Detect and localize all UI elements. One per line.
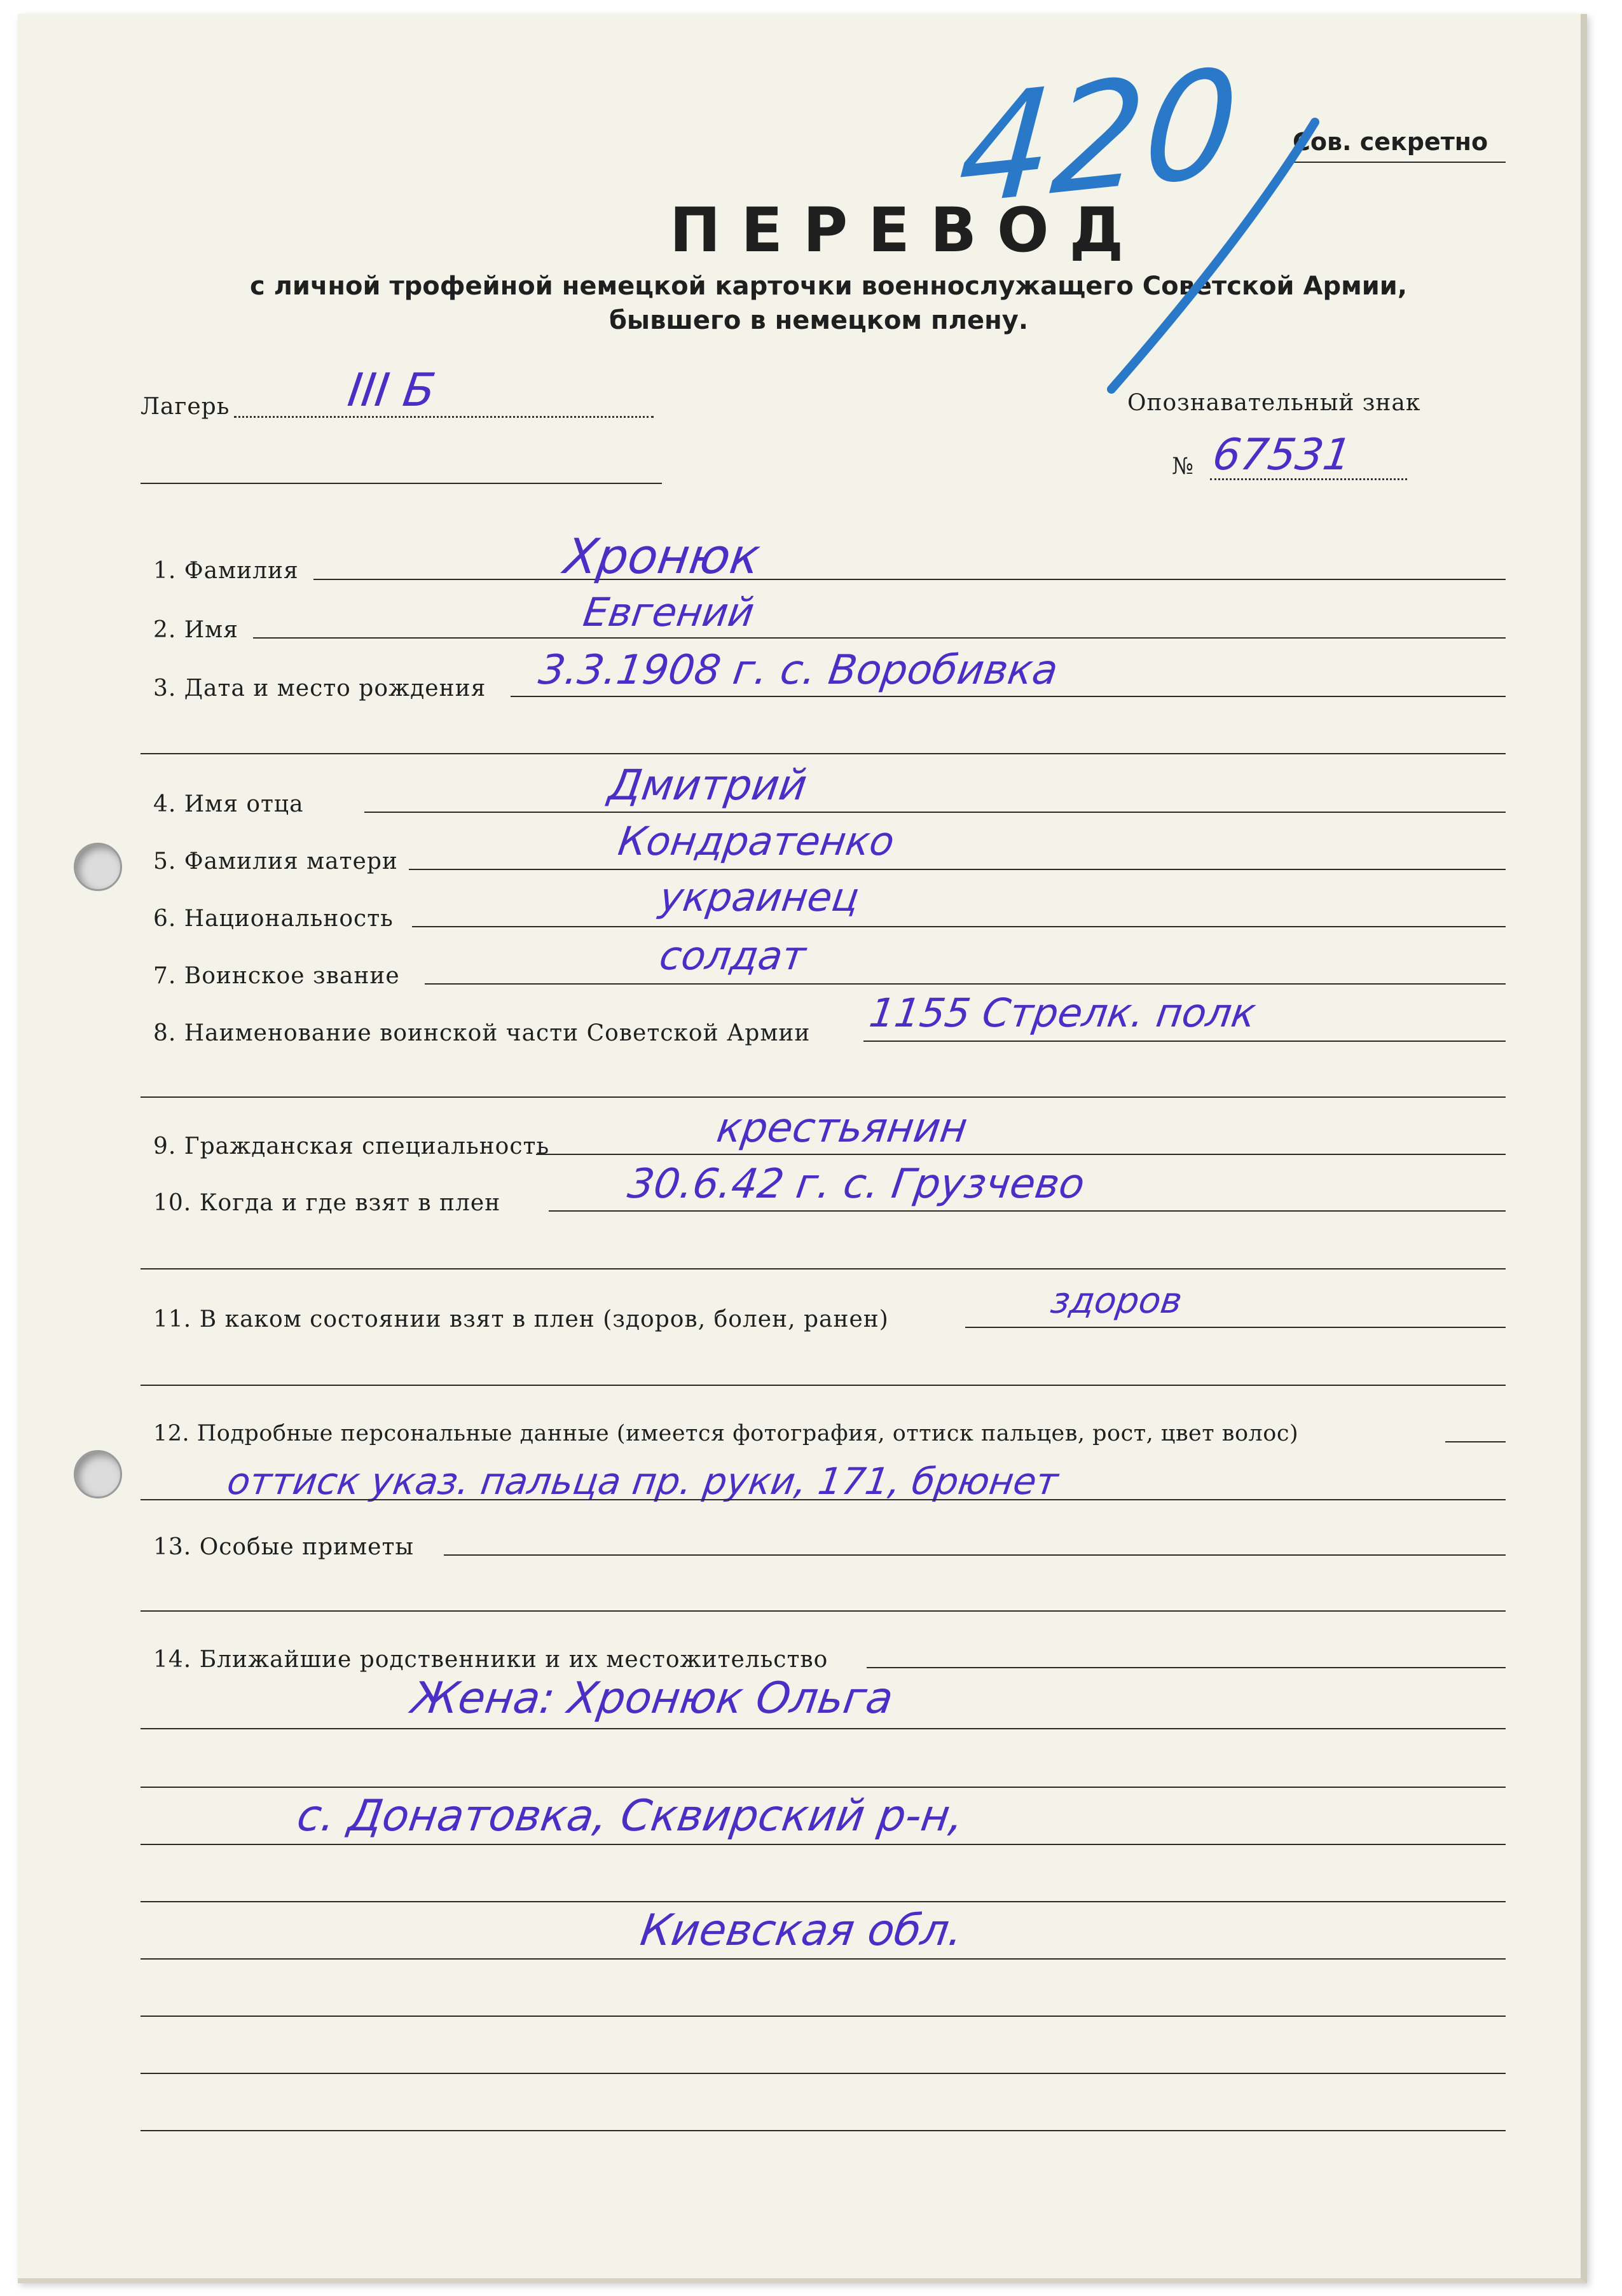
document-sheet <box>18 14 1587 2283</box>
field-occupation-label: 9. Гражданская специальность <box>153 1133 550 1159</box>
field-condition-label: 11. В каком состоянии взят в плен (здоров, болен, ранен) <box>153 1306 889 1332</box>
field-firstname-line <box>253 637 1506 639</box>
field-unit-value: 1155 Стрелк. полк <box>866 990 1259 1036</box>
document-subtitle-2: бывшего в немецком плену. <box>609 306 1029 335</box>
field-birth-label: 3. Дата и место рождения <box>153 675 486 702</box>
stamp-slash <box>1086 109 1328 396</box>
field-unit-label: 8. Наименование воинской части Советской Армии <box>153 1020 811 1046</box>
relatives-line-8 <box>141 2130 1506 2131</box>
field-condition-extra-line <box>141 1385 1506 1386</box>
relatives-line-6 <box>141 2016 1506 2017</box>
field-unit-extra-line <box>141 1096 1506 1098</box>
relatives-line-4 <box>141 1901 1506 1902</box>
relatives-line-2 <box>141 1787 1506 1788</box>
field-father-line <box>364 812 1506 813</box>
field-nationality-label: 6. Национальность <box>153 906 394 932</box>
field-firstname-value: Евгений <box>580 589 757 635</box>
field-condition-line <box>965 1327 1506 1328</box>
field-unit-line <box>863 1041 1506 1042</box>
relatives-line-3 <box>141 1844 1506 1845</box>
field-mother-label: 5. Фамилия матери <box>153 848 398 875</box>
field-captured-line <box>549 1210 1506 1212</box>
camp-value: III Б <box>345 363 439 417</box>
field-surname-value: Хронюк <box>560 528 764 584</box>
field-condition-value: здоров <box>1048 1280 1185 1322</box>
field-captured-value: 30.6.42 г. с. Грузчево <box>624 1161 1088 1208</box>
camp-extra-line <box>141 483 662 484</box>
field-father-value: Дмитрий <box>605 761 810 810</box>
field-occupation-value: крестьянин <box>713 1105 970 1152</box>
field-marks-line <box>444 1554 1506 1556</box>
ident-number-sign: № <box>1172 453 1195 480</box>
ident-label: Опознавательный знак <box>1127 390 1421 416</box>
secrecy-mark: Сов. секретно <box>1293 128 1488 156</box>
field-rank-line <box>425 983 1506 985</box>
ident-value: 67531 <box>1209 430 1354 480</box>
field-surname-label: 1. Фамилия <box>153 558 299 584</box>
relatives-value-1: Жена: Хронюк Ольга <box>408 1673 897 1724</box>
field-captured-extra-line <box>141 1268 1506 1269</box>
field-birth-value: 3.3.1908 г. с. Воробивка <box>535 647 1061 694</box>
field-birth-extra-line <box>141 753 1506 754</box>
field-personal-line <box>1445 1441 1506 1442</box>
document-title: ПЕРЕВОД <box>670 195 1144 266</box>
field-father-label: 4. Имя отца <box>153 791 304 817</box>
field-surname-line <box>313 579 1506 580</box>
field-relatives-label: 14. Ближайшие родственники и их местожительство <box>153 1647 828 1673</box>
field-birth-line <box>511 696 1506 697</box>
document-subtitle: с личной трофейной немецкой карточки военнослужащего Советской Армии, <box>250 272 1408 301</box>
relatives-value-2: с. Донатовка, Сквирский р-н, <box>294 1791 967 1841</box>
field-captured-label: 10. Когда и где взят в плен <box>153 1190 501 1216</box>
relatives-line-5 <box>141 1958 1506 1960</box>
field-personal-value: оттиск указ. пальца пр. руки, 171, брюнет <box>224 1460 1061 1503</box>
field-personal-label: 12. Подробные персональные данные (имеется фотография, оттиск пальцев, рост, цвет волос) <box>153 1421 1299 1446</box>
relatives-line-7 <box>141 2073 1506 2074</box>
field-firstname-label: 2. Имя <box>153 617 238 643</box>
stamp-number: 420 <box>953 37 1244 239</box>
field-rank-value: солдат <box>656 932 809 979</box>
relatives-line-1 <box>141 1728 1506 1729</box>
camp-line <box>234 416 654 418</box>
field-relatives-line <box>867 1667 1506 1668</box>
field-occupation-line <box>536 1154 1506 1155</box>
field-marks-label: 13. Особые приметы <box>153 1534 415 1560</box>
field-mother-line <box>409 869 1506 870</box>
field-marks-extra-line <box>141 1610 1506 1612</box>
field-nationality-value: украинец <box>656 874 862 920</box>
camp-label: Лагерь <box>141 394 230 420</box>
field-mother-value: Кондратенко <box>615 818 898 864</box>
punch-hole-bottom <box>74 1450 122 1498</box>
punch-hole-top <box>74 843 122 891</box>
relatives-value-3: Киевская обл. <box>637 1905 966 1956</box>
field-rank-label: 7. Воинское звание <box>153 963 400 989</box>
field-personal-extra-line <box>141 1499 1506 1500</box>
field-nationality-line <box>412 926 1506 927</box>
